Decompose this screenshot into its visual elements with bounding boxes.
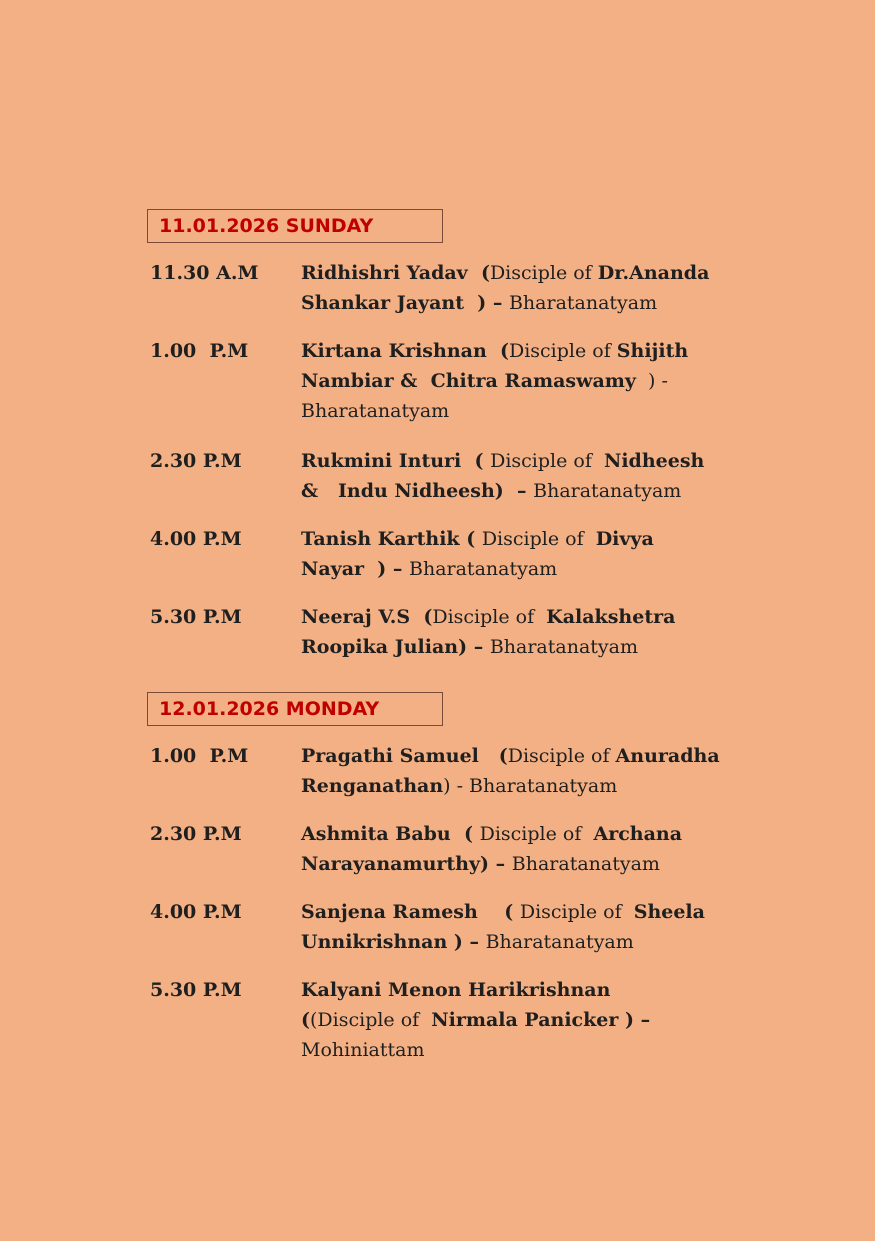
performance-description [301,602,741,662]
slot-time: 4.00 P.M [150,528,242,550]
bold-text: Shijith [616,340,689,362]
bold-text: Nidheesh [603,450,705,472]
day-header [147,692,443,726]
bold-text: Nayar ) – [301,558,409,580]
bold-text: Ashmita Babu ( [301,823,480,845]
regular-text: Bharatanatyam [485,931,634,953]
bold-text: ( [301,1009,310,1031]
bold-text: Anuradha [615,745,720,767]
bold-text: Renganathan [301,775,444,797]
regular-text: Bharatanatyam [489,636,638,658]
day-header [147,209,443,243]
bold-text: Sheela [633,901,705,923]
bold-text: Nambiar & Chitra Ramaswamy [301,370,636,392]
description-line [301,366,741,396]
description-line [301,819,741,849]
performance-description [301,446,741,506]
bold-text: Tanish Karthik ( [301,528,482,550]
bold-text: Dr.Ananda [597,262,710,284]
description-line [301,1035,741,1065]
bold-text: Kirtana Krishnan ( [301,340,509,362]
bold-text: Narayanamurthy) – [301,853,512,875]
bold-text: & Indu Nidheesh) – [301,480,534,502]
regular-text: Bharatanatyam [409,558,558,580]
description-line [301,927,741,957]
bold-text: Pragathi Samuel ( [301,745,508,767]
regular-text: Disciple of [432,606,547,628]
performance-description [301,336,741,426]
description-line [301,1005,741,1035]
slot-time: 4.00 P.M [150,901,242,923]
bold-text: Ridhishri Yadav ( [301,262,490,284]
description-line [301,446,741,476]
bold-text: Kalakshetra [546,606,676,628]
regular-text: Disciple of [479,823,594,845]
performance-description [301,741,741,801]
performance-description [301,258,741,318]
description-line [301,336,741,366]
regular-text: ) - [635,370,668,392]
slot-time: 1.00 P.M [150,340,249,362]
regular-text: Disciple of [489,262,598,284]
regular-text: Disciple of [490,450,604,472]
bold-text: Divya [595,528,654,550]
description-line [301,975,741,1005]
regular-text: Bharatanatyam [508,292,658,314]
description-line [301,741,741,771]
performance-description [301,975,741,1065]
slot-time: 11.30 A.M [150,262,259,284]
regular-text: ) - Bharatanatyam [443,775,618,797]
regular-text: (Disciple of [310,1009,432,1031]
description-line [301,897,741,927]
day-label: 11.01.2026 SUNDAY [159,215,374,237]
performance-description [301,819,741,879]
regular-text: Bharatanatyam [511,853,660,875]
bold-text: Kalyani Menon Harikrishnan [301,979,611,1001]
description-line [301,771,741,801]
bold-text: Sanjena Ramesh ( [301,901,520,923]
description-line [301,849,741,879]
description-line [301,288,741,318]
description-line [301,554,741,584]
regular-text: Bharatanatyam [301,400,450,422]
regular-text: Disciple of [508,340,617,362]
bold-text: Neeraj V.S ( [301,606,433,628]
regular-text: Bharatanatyam [533,480,682,502]
bold-text: Archana [593,823,683,845]
regular-text: Disciple of [481,528,596,550]
slot-time: 5.30 P.M [150,979,242,1001]
bold-text: Unnikrishnan ) – [301,931,486,953]
description-line [301,602,741,632]
description-line [301,524,741,554]
bold-text: Roopika Julian) – [301,636,490,658]
bold-text: Nirmala Panicker ) – [431,1009,651,1031]
performance-description [301,524,741,584]
performance-description [301,897,741,957]
description-line [301,258,741,288]
regular-text: Disciple of [519,901,634,923]
regular-text: Mohiniattam [301,1039,425,1061]
bold-text: Rukmini Inturi ( [301,450,491,472]
description-line [301,632,741,662]
slot-time: 5.30 P.M [150,606,242,628]
slot-time: 1.00 P.M [150,745,249,767]
bold-text: Shankar Jayant ) – [301,292,509,314]
day-label: 12.01.2026 MONDAY [159,698,380,720]
description-line [301,476,741,506]
slot-time: 2.30 P.M [150,450,242,472]
description-line [301,396,741,426]
slot-time: 2.30 P.M [150,823,242,845]
regular-text: Disciple of [507,745,616,767]
